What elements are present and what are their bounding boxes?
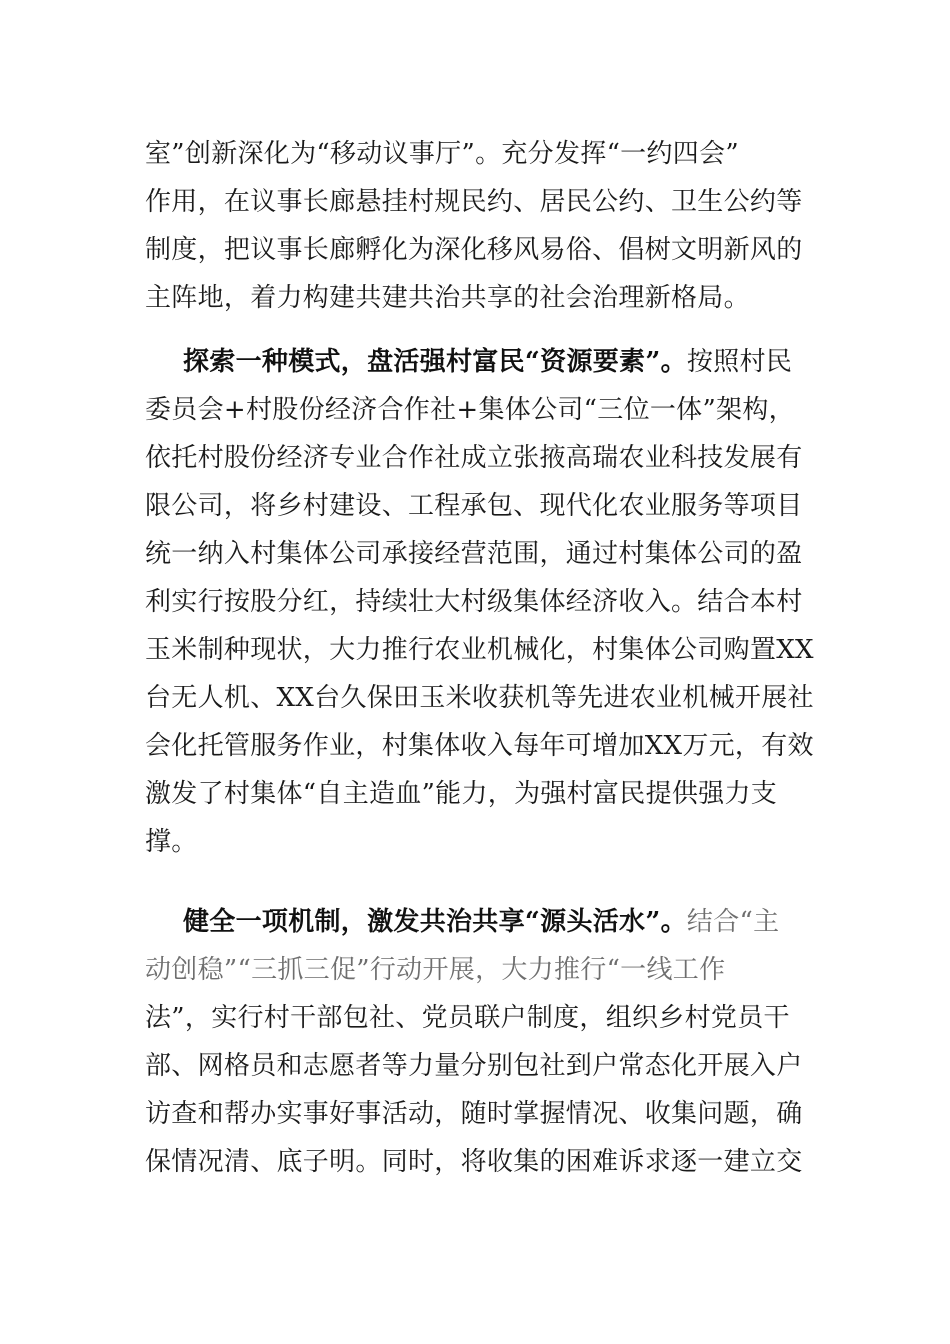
body-text-line [145, 1094, 803, 1134]
line-text: 法”，实行村干部包社、党员联户制度，组织乡村党员干 [145, 1003, 790, 1033]
body-text-line [145, 1142, 803, 1182]
paragraph-lead-heading: 探索一种模式，盘活强村富民“资源要素”。 [183, 347, 687, 377]
line-text: 限公司，将乡村建设、工程承包、现代化农业服务等项目 [145, 491, 803, 521]
body-text-line [145, 678, 814, 718]
body-text-line [145, 134, 739, 174]
line-text: 委员会+村股份经济合作社+集体公司“三位一体”架构， [145, 395, 795, 425]
line-text: 作用，在议事长廊悬挂村规民约、居民公约、卫生公约等 [145, 187, 803, 217]
line-text: 结合“主 [686, 907, 780, 937]
line-text: 依托村股份经济专业合作社成立张掖高瑞农业科技发展有 [145, 443, 803, 473]
body-text-line [145, 278, 750, 318]
paragraph-lead-heading: 健全一项机制，激发共治共享“源头活水”。 [183, 907, 687, 937]
line-text: 动创稳”“三抓三促”行动开展，大力推行“一线工作 [145, 955, 726, 985]
line-text: 玉米制种现状，大力推行农业机械化，村集体公司购置XX [145, 635, 814, 665]
body-text-line [145, 390, 795, 430]
line-text: 部、网格员和志愿者等力量分别包社到户常态化开展入户 [145, 1051, 803, 1081]
body-text-line [145, 438, 803, 478]
body-text-line [145, 998, 790, 1038]
line-text: 访查和帮办实事好事活动，随时掌握情况、收集问题，确 [145, 1099, 803, 1129]
body-text-line [145, 534, 803, 574]
paragraph-first-line [183, 902, 779, 942]
paragraph-first-line [183, 342, 792, 382]
line-text: 会化托管服务作业，村集体收入每年可增加XX万元，有效 [145, 731, 814, 761]
line-text: 台无人机、XX台久保田玉米收获机等先进农业机械开展社 [145, 683, 814, 713]
body-text-line [145, 486, 803, 526]
body-text-line [145, 182, 803, 222]
line-text: 按照村民 [686, 347, 793, 377]
line-text: 室”创新深化为“移动议事厅”。充分发挥“一约四会” [145, 139, 739, 169]
line-text: 统一纳入村集体公司承接经营范围，通过村集体公司的盈 [145, 539, 803, 569]
line-text: 利实行按股分红，持续壮大村级集体经济收入。结合本村 [145, 587, 803, 617]
body-text-line [145, 582, 803, 622]
body-text-line [145, 950, 725, 990]
line-text: 制度，把议事长廊孵化为深化移风易俗、倡树文明新风的 [145, 235, 803, 265]
line-text: 保情况清、底子明。同时，将收集的困难诉求逐一建立交 [145, 1147, 803, 1177]
body-text-line [145, 726, 814, 766]
body-text-line [145, 1046, 803, 1086]
line-text: 撑。 [145, 827, 198, 857]
body-text-line [145, 822, 198, 862]
line-text: 激发了村集体“自主造血”能力，为强村富民提供强力支 [145, 779, 778, 809]
line-text: 主阵地，着力构建共建共治共享的社会治理新格局。 [145, 283, 750, 313]
body-text-line [145, 230, 803, 270]
body-text-line [145, 774, 777, 814]
body-text-line [145, 630, 814, 670]
